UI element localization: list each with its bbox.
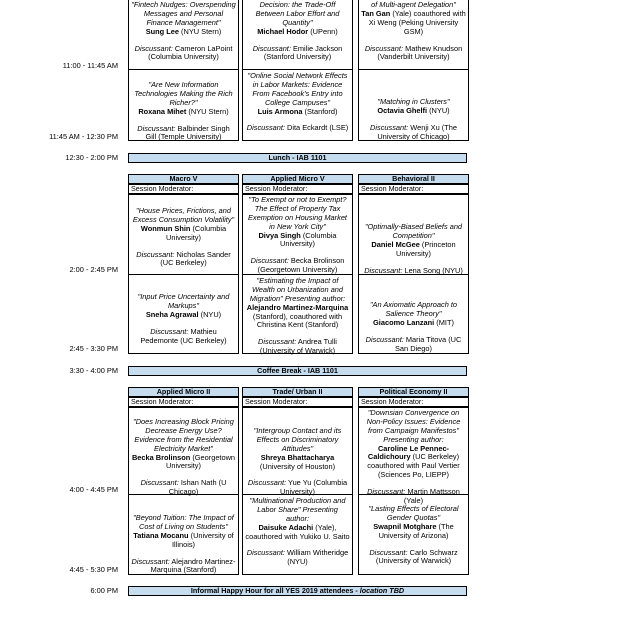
row-divider [358, 69, 469, 70]
discussant-label: Discussant: [136, 249, 175, 259]
presenter-name: Alejandro Martinez-Marquina [246, 302, 349, 312]
discussant-label: Discussant: [369, 547, 408, 557]
session-moderator: Session Moderator: [242, 184, 353, 194]
presenter-affil: (University of Illinois) [172, 530, 234, 549]
session-moderator: Session Moderator: [242, 397, 353, 407]
presenter-name: Caroline Le Pennec-Caldichoury [367, 443, 450, 462]
presenter-name: Daniel McGee [371, 239, 420, 249]
discussant-label: Discussant: [247, 478, 287, 488]
paper-title: "Online Social Network Effects in Labor Markets: Evidence From Facebook's Entry into College Campuses" [247, 71, 348, 107]
happy-hour-text: Informal Happy Hour for all YES 2019 attendees - [190, 586, 360, 595]
paper-cell [128, 1, 239, 62]
time-slot-2: 11:45 AM - 12:30 PM [49, 132, 118, 141]
paper-title: "Input Price Uncertainty and Markups" [137, 292, 230, 310]
row-divider [242, 69, 353, 70]
presenter-name: Luis Armona [257, 106, 303, 116]
paper-title: "Lasting Effects of Electoral Gender Quotas" [368, 504, 459, 522]
discussant: Mathieu Pedemonte (UC Berkeley) [140, 326, 227, 345]
time-slot-4: 2:00 - 2:45 PM [69, 265, 118, 274]
paper-title: "Downsian Convergence on Non-Policy Issues: Evidence from Campaign Manifestos" Presenting author: [366, 408, 461, 444]
presenter-affil: (Stanford) [302, 106, 338, 116]
paper-cell [358, 1, 469, 62]
presenter-affil: (Columbia University) [280, 230, 337, 249]
presenter-affil: (Columbia University) [166, 223, 227, 242]
session-moderator: Session Moderator: [128, 397, 239, 407]
paper-title: "Multinational Production and Labor Share" Presenting author: [249, 496, 346, 523]
session-moderator: Session Moderator: [358, 397, 469, 407]
paper-cell [128, 418, 239, 497]
session-header: Political Economy II [358, 387, 469, 397]
paper-title: "House Prices, Frictions, and Excess Consumption Volatility" [132, 206, 235, 224]
presenter-affil: (UPenn) [308, 26, 338, 36]
presenter-name: Sung Lee [145, 26, 179, 36]
presenting-author-label: Presenting author: [282, 293, 346, 303]
discussant-label: Discussant: [150, 326, 189, 336]
discussant: Ishan Nath (U Chicago) [168, 478, 227, 497]
discussant-label: Discussant: [250, 256, 289, 266]
paper-title: "Intergroup Contact and its Effects on Discriminatory Attitudes" [253, 426, 342, 453]
discussant: William Witheridge (NYU) [284, 548, 349, 567]
discussant: Nicholas Sander (UC Berkeley) [160, 249, 231, 268]
session-header: Behavioral II [358, 174, 469, 184]
time-slot-6: 3:30 - 4:00 PM [69, 366, 118, 375]
discussant: Emilie Jackson (Stanford University) [263, 43, 343, 62]
presenter-name: Michael Hodor [257, 26, 309, 36]
discussant: Wenji Xu (The University of Chicago) [377, 122, 457, 141]
presenter-name: Becka Brolinson [131, 452, 191, 462]
presenter-affil: (Yale) coauthored with Xi Weng (Peking University GSM) [368, 8, 466, 36]
paper-cell [128, 81, 239, 142]
presenter-affil: (Yale), coauthored with Yukiko U. Saito [245, 522, 350, 541]
discussant-label: Discussant: [370, 122, 409, 132]
paper-title: "Matching in Clusters" [377, 97, 450, 106]
paper-title: "An Axiomatic Approach to Salience Theory" [369, 300, 458, 318]
paper-title: "To Exempt or not to Exempt? The Effect of Property Tax Exemption on Housing Market in New York City" [247, 195, 347, 231]
time-slot-3: 12:30 - 2:00 PM [65, 153, 118, 162]
paper-title: "Does Increasing Block Pricing Decrease Energy Use? Evidence from the Residential Electricity Market" [133, 417, 234, 453]
time-slot-1: 11:00 - 11:45 AM [62, 61, 118, 70]
discussant: Becka Brolinson (Georgetown University) [257, 256, 345, 275]
presenter-affil: (UC Berkeley) coauthored with Paul Vertier (Sciences Po, LIEPP) [367, 452, 460, 480]
presenting-author-label: Presenting author: [285, 504, 338, 523]
presenting-author-label: Presenting author: [383, 434, 444, 444]
paper-cell [242, 1, 353, 62]
presenter-name: Daisuke Adachi [258, 522, 314, 532]
presenter-name: Shreya Bhattacharya [260, 452, 335, 462]
time-slot-5: 2:45 - 3:30 PM [69, 344, 118, 353]
discussant: Cameron LaPoint (Columbia University) [148, 43, 233, 62]
presenter-affil: (The University of Arizona) [378, 521, 454, 540]
discussant-label: Discussant: [131, 556, 170, 566]
discussant-label: Discussant: [246, 548, 285, 558]
discussant: Maria Titova (UC San Diego) [395, 334, 462, 353]
discussant: Dita Eckardt (LSE) [284, 123, 349, 133]
discussant: Balbinder Singh Gill (Temple University) [145, 123, 230, 142]
discussant-label: Discussant: [365, 334, 404, 344]
presenter-affil: (NYU) [427, 105, 450, 115]
presenter-affil: (University of Houston) [259, 461, 336, 471]
session-header: Macro V [128, 174, 239, 184]
paper-cell [128, 293, 239, 345]
discussant-label: Discussant: [367, 487, 406, 496]
presenter-name: Giacomo Lanzani [373, 317, 435, 327]
paper-title: "Are New Information Technologies Making the Rich Richer?" [134, 80, 233, 107]
paper-cell [358, 409, 469, 506]
discussant-label: Discussant: [252, 43, 291, 53]
presenter-name: Swapnil Motghare [373, 521, 437, 531]
presenter-name: Roxana Mihet [138, 106, 187, 116]
presenter-affil: (Princeton University) [396, 239, 456, 258]
presenter-affil: (MIT) [434, 317, 454, 327]
paper-title: "Beyond Tuition: The Impact of Cost of Living on Students" [133, 513, 234, 531]
row-divider [128, 274, 239, 275]
presenter-name: Wonmun Shin [140, 223, 191, 233]
paper-cell [242, 497, 353, 567]
session-moderator: Session Moderator: [358, 184, 469, 194]
coffee-banner: Coffee Break - IAB 1101 [128, 366, 467, 376]
paper-title: "Fintech Nudges: Overspending Messages and Personal Finance Management" [131, 0, 236, 27]
presenter-name: Tatiana Mocanu [133, 530, 189, 540]
paper-cell [358, 505, 469, 566]
row-divider [128, 69, 239, 70]
presenter-affil: (NYU Stern) [186, 106, 229, 116]
session-header: Applied Micro II [128, 387, 239, 397]
presenter-affil: (NYU Stern) [178, 26, 222, 36]
paper-cell [358, 223, 469, 275]
time-slot-8: 4:45 - 5:30 PM [69, 565, 118, 574]
time-slot-7: 4:00 - 4:45 PM [69, 485, 118, 494]
discussant: Alejandro Martinez-Marquina (Stanford) [150, 556, 236, 575]
discussant-label: Discussant: [137, 123, 176, 133]
paper-title: of Multi-agent Delegation" [371, 0, 456, 9]
lunch-banner: Lunch - IAB 1101 [128, 153, 467, 163]
discussant-label: Discussant: [364, 43, 404, 53]
discussant: Yue Yu (Columbia University) [280, 478, 348, 497]
presenter-affil: (NYU) [198, 309, 222, 319]
discussant: Martin Mattsson (Yale) [403, 487, 460, 505]
session-header: Trade/ Urban II [242, 387, 353, 397]
paper-title: "Estimating the Impact of Wealth on Urbanization and Migration" Presenting author: [249, 276, 346, 303]
discussant: Carlo Schwarz (University of Warwick) [375, 547, 458, 566]
discussant: Lena Song (NYU) [402, 265, 463, 275]
discussant: Mathew Knudson (Vanderbilt University) [377, 43, 463, 62]
discussant-label: Discussant: [258, 337, 297, 347]
presenter-name: Octavia Ghelfi [377, 105, 428, 115]
happy-hour-banner [128, 586, 467, 596]
discussant-label: Discussant: [140, 478, 179, 488]
session-header: Applied Micro V [242, 174, 353, 184]
discussant: Andrea Tulli (University of Warwick) [259, 337, 337, 356]
discussant-label: Discussant: [134, 43, 173, 53]
paper-cell [128, 207, 239, 268]
discussant-label: Discussant: [246, 123, 285, 133]
paper-cell [242, 427, 353, 497]
presenter-name: Tan Gan [361, 8, 391, 18]
session-moderator: Session Moderator: [128, 184, 239, 194]
paper-cell [358, 301, 469, 353]
time-slot-9: 6:00 PM [90, 586, 118, 595]
presenter-name: Divya Singh [258, 230, 301, 240]
paper-title: Decision: the Trade-Off Between Labor Effort and Quantity" [255, 0, 340, 27]
paper-title: "Optimally-Biased Beliefs and Competition" [364, 222, 463, 240]
paper-cell [358, 98, 469, 142]
paper-cell [242, 196, 353, 275]
discussant-label: Discussant: [364, 265, 403, 275]
presenter-name: Sneha Agrawal [145, 309, 199, 319]
happy-hour-location: location TBD [359, 586, 405, 595]
paper-cell [242, 277, 353, 356]
presenter-affil: (Stanford), coauthored with Christina Kent (Stanford) [252, 311, 343, 330]
paper-cell [128, 514, 239, 575]
presenter-affil: (Georgetown University) [166, 452, 236, 471]
paper-cell [242, 72, 353, 133]
